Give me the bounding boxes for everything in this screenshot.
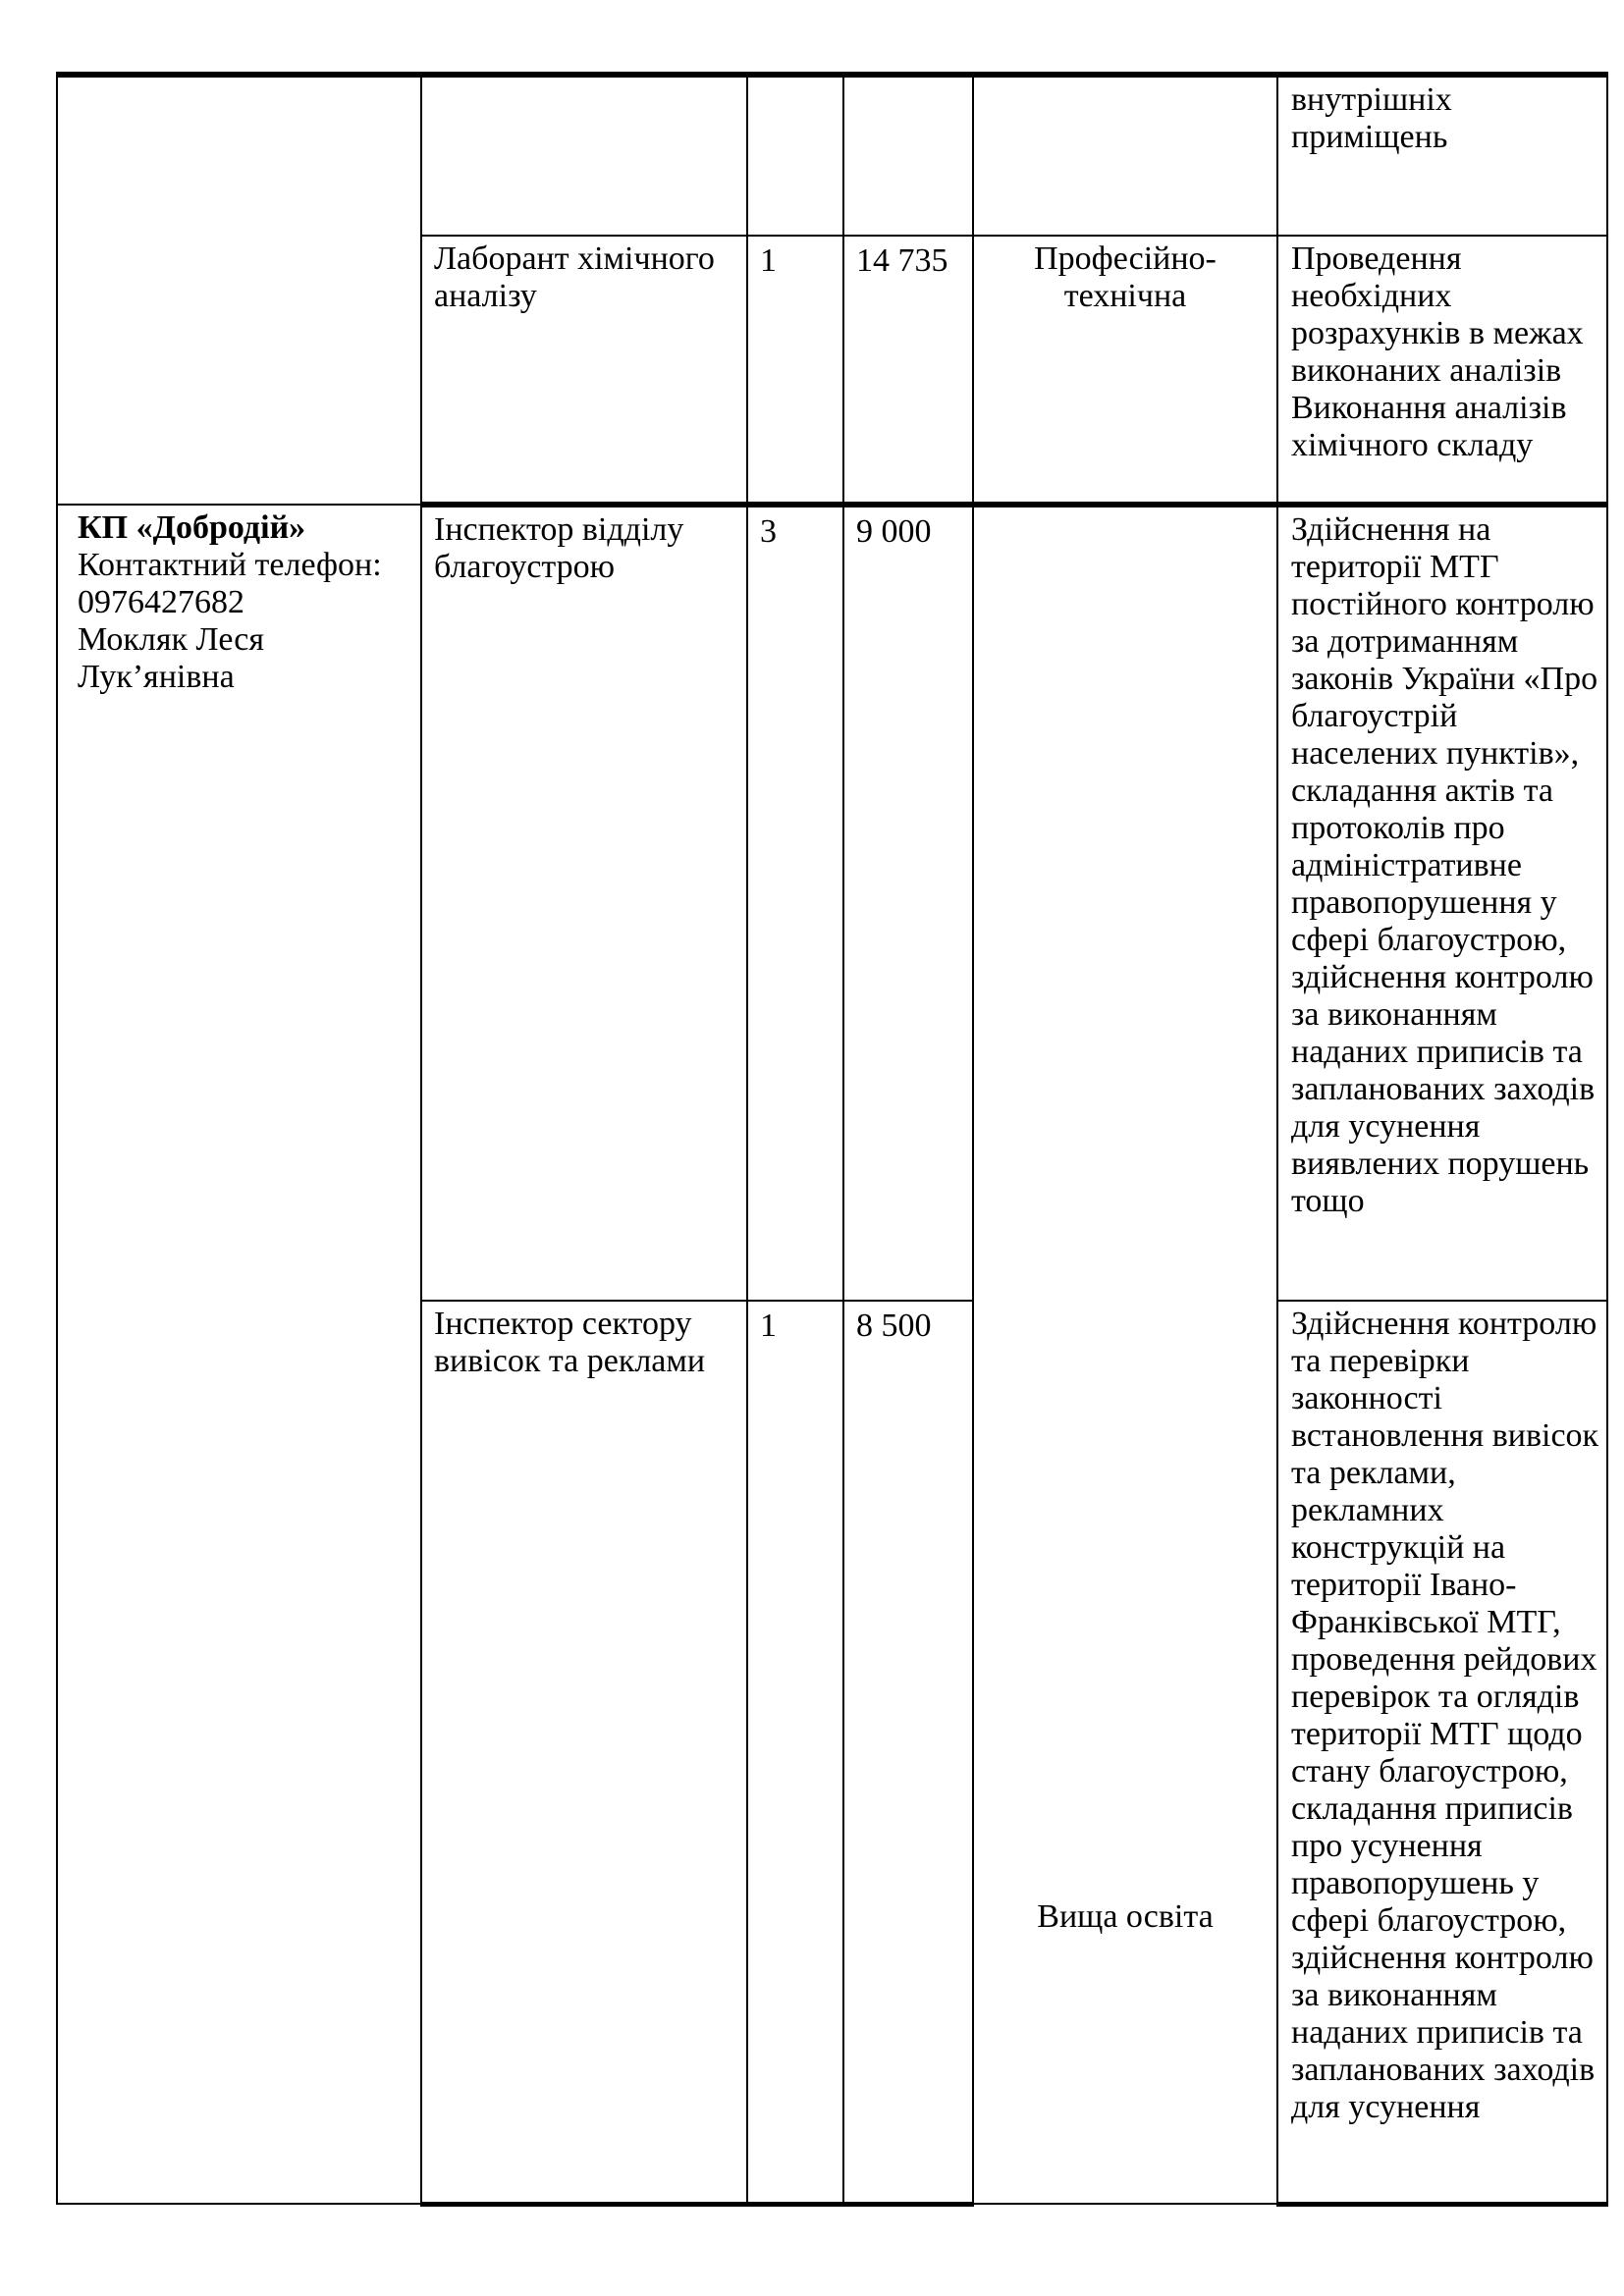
- position-cell: [421, 1301, 747, 2204]
- tasks-cell-continuation: [1277, 75, 1607, 236]
- position-text: Інспектор відділу благоустрою: [434, 511, 684, 585]
- tasks-text: Здійснення контролю та перевірки законності встановлення вивісок та реклами, рекламних конструкцій на території Івано-Франківської МТГ, проведення рейдових перевірок та оглядів території МТГ щодо стану благоустрою, складання приписів про усунення правопорушень у сфері благоустрою, здійснення контролю за виконанням наданих приписів та запланованих заходів для усунення: [1291, 1306, 1599, 2125]
- position-cell: [421, 505, 747, 1301]
- salary-value: 9 000: [856, 513, 932, 550]
- vacancies-cell: [747, 505, 843, 1301]
- education-cell-merged: [973, 505, 1277, 2204]
- vacancies-cell-empty: [747, 75, 843, 236]
- vacancies-table: [56, 72, 1608, 2207]
- employer-contact-person: Мокляк Леся: [78, 621, 265, 658]
- position-cell: [421, 236, 747, 505]
- position-text: Лаборант хімічного аналізу: [434, 240, 715, 314]
- vacancies-cell: [747, 236, 843, 505]
- employer-name: КП «Добродій»: [78, 509, 306, 546]
- table-row-inspector-blagoustriy: [57, 505, 1607, 1301]
- salary-cell: [843, 505, 973, 1301]
- position-cell-empty: [421, 75, 747, 236]
- tasks-text: Здійснення на території МТГ постійного контролю за дотриманням законів України «Про благоустрій населених пунктів», складання актів та протоколів про адміністративне правопорушення у сфері благоустрою, здійснення контролю за виконанням наданих приписів та запланованих заходів для усунення виявлених порушень тощо: [1291, 511, 1598, 1219]
- tasks-cell: [1277, 236, 1607, 505]
- salary-value: 14 735: [856, 242, 948, 279]
- position-text: Інспектор сектору вивісок та реклами: [434, 1306, 706, 1379]
- tasks-text: Проведення необхідних розрахунків в межах виконаних аналізів Виконання аналізів хімічного складу: [1291, 240, 1584, 463]
- salary-cell: [843, 1301, 973, 2204]
- vacancies-value: 3: [760, 513, 777, 550]
- employer-phone: 0976427682: [78, 584, 244, 620]
- employer-contact-line: Контактний телефон:: [78, 547, 382, 583]
- tasks-cell: [1277, 1301, 1607, 2204]
- salary-cell-empty: [843, 75, 973, 236]
- education-text: Професійно-технічна: [1034, 240, 1217, 314]
- vacancies-value: 1: [760, 1308, 777, 1344]
- vacancies-value: 1: [760, 242, 777, 279]
- salary-value: 8 500: [856, 1308, 932, 1344]
- employer-contact-person-patronymic: Лук’янівна: [78, 659, 235, 695]
- tasks-continuation-text: внутрішніх приміщень: [1291, 81, 1452, 155]
- education-cell: [973, 236, 1277, 505]
- employer-cell: [57, 505, 421, 2204]
- employer-cell-previous-empty: [57, 75, 421, 505]
- education-text: Вища освіта: [1037, 1898, 1214, 1935]
- salary-cell: [843, 236, 973, 505]
- education-cell-empty: [973, 75, 1277, 236]
- vacancies-cell: [747, 1301, 843, 2204]
- tasks-cell: [1277, 505, 1607, 1301]
- table-row-continuation: [57, 75, 1607, 236]
